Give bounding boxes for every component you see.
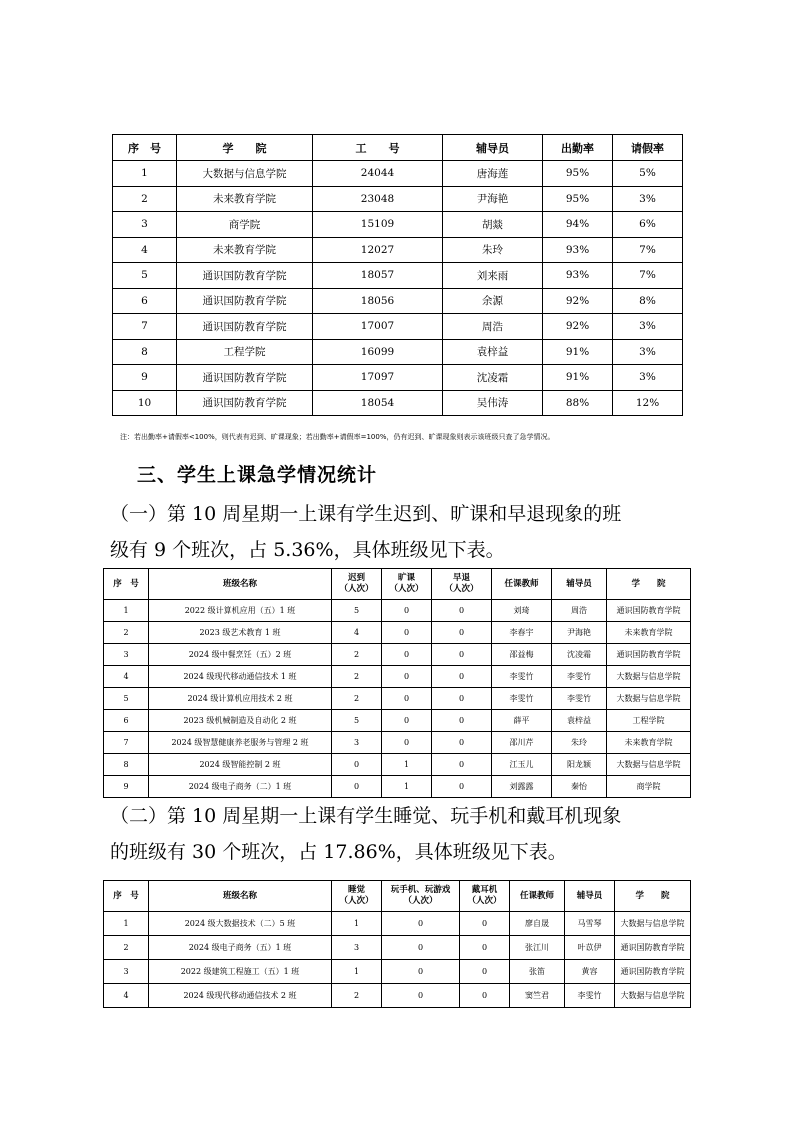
table-cell: 沈凌霜 [443, 365, 543, 391]
table-row [104, 936, 691, 960]
paragraph-line: （二）第 10 周星期一上课有学生睡觉、玩手机和戴耳机现象 [110, 805, 622, 827]
col-college: 学 院 [177, 135, 313, 161]
table-cell: 阳龙颖 [552, 754, 607, 776]
table-row [104, 710, 691, 732]
table-cell: 7% [613, 237, 683, 263]
table-cell: 0 [382, 666, 432, 688]
table-row [113, 390, 683, 416]
table-cell: 通识国防教育学院 [615, 936, 691, 960]
counselor-attendance-table [112, 134, 683, 416]
table-cell: 吴伟涛 [443, 390, 543, 416]
table-cell: 18054 [313, 390, 443, 416]
table-cell: 5 [113, 263, 177, 289]
column-header: 玩手机、玩游戏 （人次） [382, 881, 460, 912]
table-cell: 商学院 [607, 776, 691, 798]
table-cell: 5 [332, 710, 382, 732]
table-cell: 5 [104, 688, 149, 710]
table-cell: 通识国防教育学院 [177, 390, 313, 416]
table-cell: 刘来雨 [443, 263, 543, 289]
table-cell: 0 [432, 644, 492, 666]
table-cell: 1 [332, 912, 382, 936]
column-header: 序 号 [104, 569, 149, 600]
table-cell: 尹海艳 [443, 186, 543, 212]
table-row [104, 666, 691, 688]
table-cell: 8% [613, 288, 683, 314]
table-cell: 通识国防教育学院 [177, 314, 313, 340]
column-header: 早退 （人次） [432, 569, 492, 600]
table-cell: 5 [332, 600, 382, 622]
table-cell: 3% [613, 314, 683, 340]
table-cell: 0 [460, 936, 510, 960]
table-cell: 薛平 [492, 710, 552, 732]
table-cell: 刘琦 [492, 600, 552, 622]
table-cell: 朱玲 [552, 732, 607, 754]
table-cell: 秦怡 [552, 776, 607, 798]
table-header-row [104, 569, 691, 600]
table-cell: 8 [113, 339, 177, 365]
table-cell: 9 [104, 776, 149, 798]
table-cell: 未来教育学院 [177, 237, 313, 263]
table-cell: 93% [543, 263, 613, 289]
column-header: 学 院 [607, 569, 691, 600]
table-cell: 黄容 [565, 960, 615, 984]
table-cell: 0 [432, 776, 492, 798]
table-row [104, 984, 691, 1008]
table-cell: 唐海莲 [443, 161, 543, 187]
col-staff-id: 工 号 [313, 135, 443, 161]
paragraph-lateness [110, 496, 690, 568]
table-cell: 7% [613, 263, 683, 289]
table-cell: 2022 级计算机应用（五）1 班 [149, 600, 332, 622]
table-cell: 0 [460, 960, 510, 984]
table-cell: 0 [432, 600, 492, 622]
column-header: 睡觉 （人次） [332, 881, 382, 912]
table-cell: 张笛 [510, 960, 565, 984]
table-cell: 0 [432, 732, 492, 754]
table-cell: 0 [460, 984, 510, 1008]
table-cell: 4 [104, 666, 149, 688]
section-heading: 三、学生上课急学情况统计 [137, 464, 378, 486]
table-cell: 余源 [443, 288, 543, 314]
table-cell: 17007 [313, 314, 443, 340]
table-cell: 邵川芹 [492, 732, 552, 754]
table-cell: 0 [460, 912, 510, 936]
table-cell: 6 [113, 288, 177, 314]
table-cell: 4 [332, 622, 382, 644]
table-cell: 马雪琴 [565, 912, 615, 936]
table-cell: 0 [432, 688, 492, 710]
table-cell: 商学院 [177, 212, 313, 238]
table-cell: 6% [613, 212, 683, 238]
table-cell: 1 [113, 161, 177, 187]
table-cell: 95% [543, 161, 613, 187]
table-cell: 1 [382, 754, 432, 776]
col-attendance-rate: 出勤率 [543, 135, 613, 161]
table-cell: 0 [432, 754, 492, 776]
table-cell: 0 [382, 732, 432, 754]
table-cell: 1 [332, 960, 382, 984]
table-row [104, 754, 691, 776]
table-cell: 大数据与信息学院 [607, 666, 691, 688]
table-cell: 李春宇 [492, 622, 552, 644]
table-cell: 0 [432, 710, 492, 732]
table-cell: 1 [382, 776, 432, 798]
table-header-row [113, 135, 683, 161]
col-counselor: 辅导员 [443, 135, 543, 161]
table-cell: 通识国防教育学院 [177, 263, 313, 289]
table-cell: 0 [382, 600, 432, 622]
table-cell: 未来教育学院 [177, 186, 313, 212]
table-cell: 0 [382, 984, 460, 1008]
table-cell: 2024 级电子商务（五）1 班 [149, 936, 332, 960]
table-cell: 2 [332, 644, 382, 666]
table-cell: 12027 [313, 237, 443, 263]
table-cell: 23048 [313, 186, 443, 212]
column-header: 序 号 [104, 881, 149, 912]
table-cell: 3 [104, 644, 149, 666]
table-cell: 0 [432, 666, 492, 688]
col-leave-rate: 请假率 [613, 135, 683, 161]
table-cell: 尹海艳 [552, 622, 607, 644]
table-cell: 4 [104, 984, 149, 1008]
table-cell: 3 [113, 212, 177, 238]
table-row [113, 339, 683, 365]
table-cell: 通识国防教育学院 [607, 644, 691, 666]
sleeping-phone-table [103, 880, 691, 1008]
table-cell: 通识国防教育学院 [607, 600, 691, 622]
column-header: 任课教师 [492, 569, 552, 600]
col-index: 序 号 [113, 135, 177, 161]
paragraph-line: 的班级有 30 个班次，占 17.86%，具体班级见下表。 [110, 841, 567, 863]
table-row [113, 288, 683, 314]
table-cell: 2024 级智能控制 2 班 [149, 754, 332, 776]
table-row [113, 263, 683, 289]
table-cell: 24044 [313, 161, 443, 187]
table-cell: 2 [332, 688, 382, 710]
table-cell: 93% [543, 237, 613, 263]
table-cell: 12% [613, 390, 683, 416]
column-header: 辅导员 [565, 881, 615, 912]
table-cell: 李雯竹 [552, 688, 607, 710]
table-cell: 2023 级机械制造及自动化 2 班 [149, 710, 332, 732]
table-cell: 3 [332, 936, 382, 960]
table-row [104, 622, 691, 644]
table-cell: 0 [432, 622, 492, 644]
table-cell: 0 [382, 936, 460, 960]
table-cell: 沈凌霜 [552, 644, 607, 666]
table-cell: 2 [332, 984, 382, 1008]
table-row [104, 600, 691, 622]
table-cell: 3 [332, 732, 382, 754]
table-cell: 95% [543, 186, 613, 212]
table-cell: 0 [382, 912, 460, 936]
table-cell: 0 [332, 754, 382, 776]
table-cell: 2024 级智慧健康养老服务与管理 2 班 [149, 732, 332, 754]
table-row [104, 688, 691, 710]
table-row [104, 776, 691, 798]
table-cell: 通识国防教育学院 [177, 365, 313, 391]
table-cell: 2024 级中餐烹饪（五）2 班 [149, 644, 332, 666]
table-cell: 3 [104, 960, 149, 984]
table-cell: 2 [332, 666, 382, 688]
column-header: 辅导员 [552, 569, 607, 600]
table-cell: 大数据与信息学院 [615, 984, 691, 1008]
table-cell: 袁梓益 [443, 339, 543, 365]
table-cell: 大数据与信息学院 [615, 912, 691, 936]
table-cell: 1 [104, 912, 149, 936]
table-row [104, 732, 691, 754]
table-cell: 2024 级大数据技术（二）5 班 [149, 912, 332, 936]
lateness-absence-table [103, 568, 691, 798]
table-cell: 朱玲 [443, 237, 543, 263]
table-cell: 3% [613, 186, 683, 212]
column-header: 班级名称 [149, 881, 332, 912]
table-cell: 91% [543, 339, 613, 365]
table-cell: 大数据与信息学院 [607, 688, 691, 710]
paragraph-line: 级有 9 个班次，占 5.36%，具体班级见下表。 [110, 539, 505, 561]
table-cell: 窦竺君 [510, 984, 565, 1008]
table-cell: 通识国防教育学院 [615, 960, 691, 984]
column-header: 戴耳机 （人次） [460, 881, 510, 912]
table-cell: 3% [613, 365, 683, 391]
table-cell: 未来教育学院 [607, 622, 691, 644]
table-row [113, 237, 683, 263]
table-row [113, 314, 683, 340]
table-cell: 李雯竹 [552, 666, 607, 688]
table-cell: 张江川 [510, 936, 565, 960]
column-header: 班级名称 [149, 569, 332, 600]
table-cell: 邵益梅 [492, 644, 552, 666]
table-cell: 91% [543, 365, 613, 391]
table-cell: 15109 [313, 212, 443, 238]
table-row [104, 960, 691, 984]
table-cell: 廖自晟 [510, 912, 565, 936]
table-cell: 18056 [313, 288, 443, 314]
table-cell: 未来教育学院 [607, 732, 691, 754]
column-header: 迟到 （人次） [332, 569, 382, 600]
table-cell: 7 [113, 314, 177, 340]
table-cell: 7 [104, 732, 149, 754]
table-cell: 2024 级电子商务（二）1 班 [149, 776, 332, 798]
table-header-row [104, 881, 691, 912]
table-cell: 2023 级艺术教育 1 班 [149, 622, 332, 644]
table-cell: 4 [113, 237, 177, 263]
table-cell: 2 [104, 622, 149, 644]
table-cell: 2022 级建筑工程施工（五）1 班 [149, 960, 332, 984]
table-cell: 江玉儿 [492, 754, 552, 776]
table-cell: 17097 [313, 365, 443, 391]
table-cell: 李雯竹 [492, 688, 552, 710]
table-cell: 16099 [313, 339, 443, 365]
table-cell: 大数据与信息学院 [177, 161, 313, 187]
column-header: 任课教师 [510, 881, 565, 912]
table-cell: 0 [382, 644, 432, 666]
table-row [104, 912, 691, 936]
table-cell: 李雯竹 [492, 666, 552, 688]
table-cell: 5% [613, 161, 683, 187]
table-cell: 3% [613, 339, 683, 365]
table-cell: 2 [113, 186, 177, 212]
table-cell: 9 [113, 365, 177, 391]
table-cell: 周浩 [443, 314, 543, 340]
table-cell: 李雯竹 [565, 984, 615, 1008]
table-cell: 0 [382, 622, 432, 644]
table-cell: 袁梓益 [552, 710, 607, 732]
table-cell: 92% [543, 288, 613, 314]
table-cell: 0 [382, 688, 432, 710]
table-cell: 88% [543, 390, 613, 416]
table-cell: 胡燚 [443, 212, 543, 238]
table-row [113, 365, 683, 391]
table-cell: 刘露露 [492, 776, 552, 798]
table-cell: 1 [104, 600, 149, 622]
column-header: 旷课 （人次） [382, 569, 432, 600]
table-cell: 18057 [313, 263, 443, 289]
table-cell: 工程学院 [607, 710, 691, 732]
table-row [113, 186, 683, 212]
table-cell: 2024 级计算机应用技术 2 班 [149, 688, 332, 710]
paragraph-distraction [110, 798, 690, 870]
table-cell: 94% [543, 212, 613, 238]
table-note: 注：若出勤率+请假率<100%，则代表有迟到、旷课现象；若出勤率+请假率=100%，仍有迟到、旷课现象则表示该班级只查了急学情况。 [120, 433, 555, 441]
paragraph-line: （一）第 10 周星期一上课有学生迟到、旷课和早退现象的班 [110, 503, 622, 525]
table-cell: 0 [382, 960, 460, 984]
table-cell: 6 [104, 710, 149, 732]
table-cell: 通识国防教育学院 [177, 288, 313, 314]
table-cell: 周浩 [552, 600, 607, 622]
table-cell: 0 [332, 776, 382, 798]
table-row [113, 161, 683, 187]
table-cell: 10 [113, 390, 177, 416]
table-row [104, 644, 691, 666]
table-cell: 2024 级现代移动通信技术 1 班 [149, 666, 332, 688]
table-row [113, 212, 683, 238]
table-cell: 2024 级现代移动通信技术 2 班 [149, 984, 332, 1008]
table-cell: 0 [382, 710, 432, 732]
table-cell: 工程学院 [177, 339, 313, 365]
table-cell: 8 [104, 754, 149, 776]
table-cell: 叶苡伊 [565, 936, 615, 960]
table-cell: 大数据与信息学院 [607, 754, 691, 776]
table-cell: 92% [543, 314, 613, 340]
column-header: 学 院 [615, 881, 691, 912]
table-cell: 2 [104, 936, 149, 960]
